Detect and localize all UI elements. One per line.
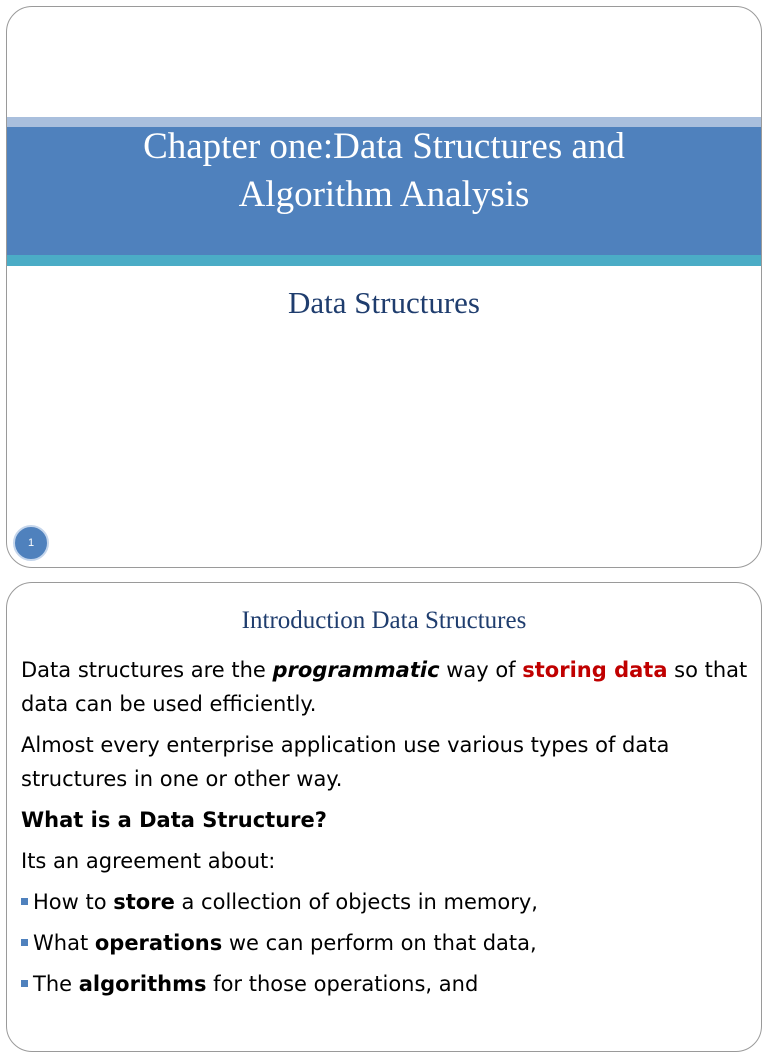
paragraph-definition [21, 653, 751, 721]
text-run: for those operations, and [206, 972, 479, 996]
paragraph-agreement: Its an agreement about: [21, 849, 276, 873]
bullet-item-operations [21, 926, 751, 960]
square-bullet-icon [21, 939, 28, 946]
slide-title-line-1: Chapter one:Data Structures and [143, 126, 625, 167]
title-band-bottom-stripe [7, 255, 761, 266]
text-run: What [33, 931, 95, 955]
emphasis-store: store [113, 890, 175, 914]
slide-body [21, 653, 751, 1008]
text-run: Data structures are the [21, 658, 273, 682]
text-run: a collection of objects in memory, [174, 890, 538, 914]
square-bullet-icon [21, 980, 28, 987]
slide-title [7, 123, 761, 219]
square-bullet-icon [21, 898, 28, 905]
highlight-storing-data: storing data [522, 658, 668, 682]
slide-number-badge: 1 [13, 525, 49, 561]
emphasis-operations: operations [94, 931, 223, 955]
slide-1 [6, 6, 762, 568]
text-run: How to [33, 890, 114, 914]
bullet-item-store [21, 885, 751, 919]
bullet-item-algorithms [21, 967, 751, 1001]
emphasis-programmatic: programmatic [272, 658, 440, 682]
slide-2 [6, 582, 762, 1052]
paragraph-enterprise: Almost every enterprise application use various types of data structures in one or other way. [21, 733, 670, 791]
text-run: we can perform on that data, [222, 931, 537, 955]
intro-title: Introduction Data Structures [241, 607, 527, 634]
emphasis-algorithms: algorithms [78, 972, 207, 996]
text-run: so that data can be used efficiently. [21, 658, 748, 716]
slide-subtitle: Data Structures [288, 285, 480, 320]
question-heading: What is a Data Structure? [21, 808, 327, 832]
slide-title-line-2: Algorithm Analysis [238, 174, 530, 215]
text-run: The [33, 972, 79, 996]
text-run: way of [439, 658, 523, 682]
